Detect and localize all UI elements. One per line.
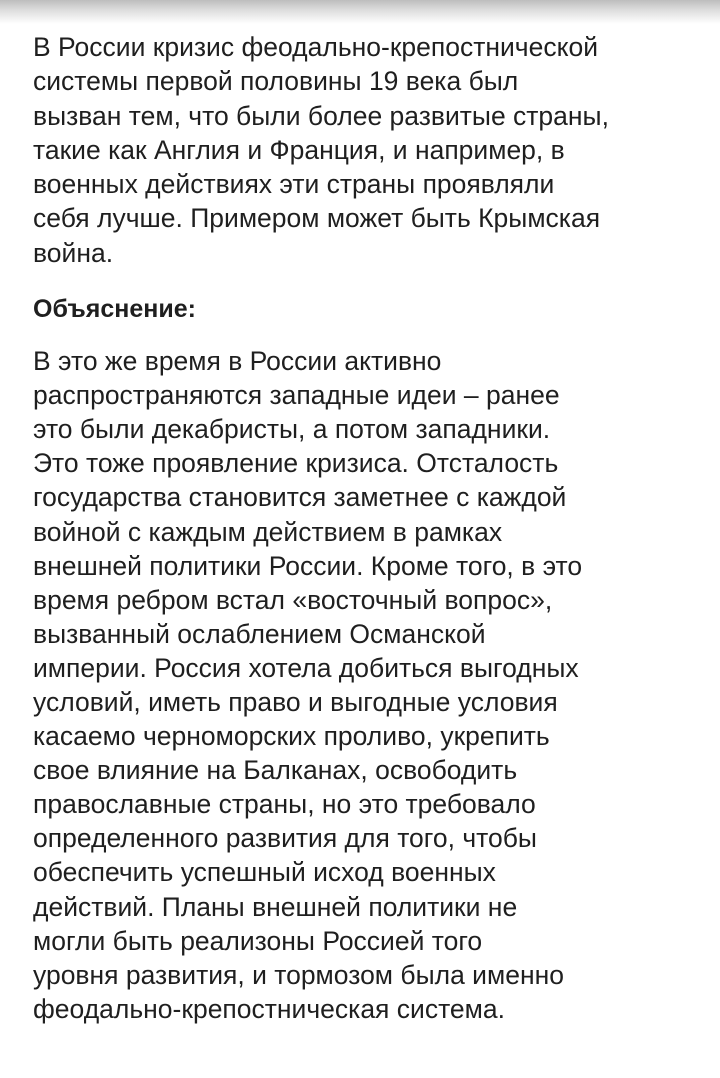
answer-content	[33, 30, 703, 1026]
top-shadow-edge	[0, 0, 720, 24]
explanation-heading: Объяснение:	[33, 295, 196, 324]
answer-paragraph: В России кризис феодально-крепостнической системы первой половины 19 века был вызван тем, что были более развитые страны, такие как Англия и Франция, и например, в военных действиях эти страны проявляли себя лучше. Примером может быть Крымская война.	[33, 32, 609, 268]
explanation-paragraph: В это же время в России активно распространяются западные идеи – ранее это были декабристы, а потом западники. Это тоже проявление кризиса. Отсталость государства становится заметнее с каждой войной с каждым действием в рамках внешней политики России. Кроме того, в это время ребром встал «восточный вопрос», вызванный ослаблением Османской империи. Россия хотела добиться выгодных условий, иметь право и выгодные условия касаемо черноморских проливо, укрепить свое влияние на Балканах, освободить православные страны, но это требовало определенного развития для того, чтобы обеспечить успешный исход военных действий. Планы внешней политики не могли быть реализоны Россией того уровня развития, и тормозом была именно феодально-крепостническая система.	[33, 346, 583, 1024]
